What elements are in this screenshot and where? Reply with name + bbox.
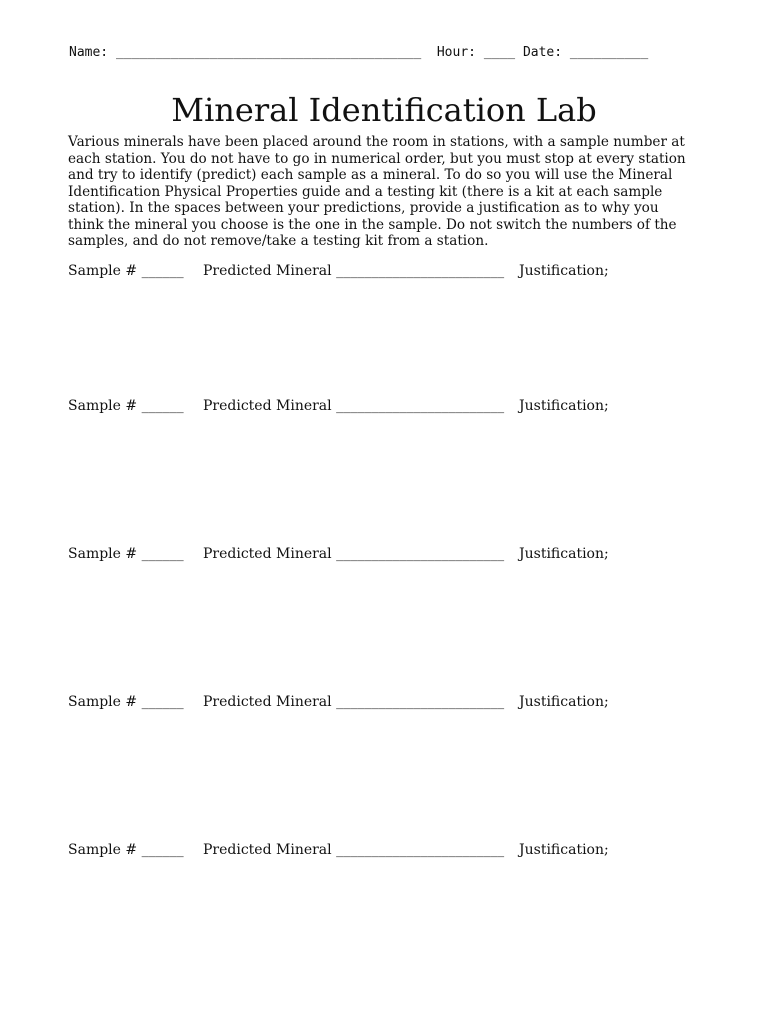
justification-label: Justification;	[519, 263, 609, 279]
sample-number-field[interactable]: Sample # ______	[68, 263, 184, 279]
predicted-mineral-field[interactable]: Predicted Mineral ________________________	[203, 694, 505, 710]
page-title: Mineral Identification Lab	[171, 91, 597, 129]
sample-row	[68, 693, 708, 765]
sample-number-field[interactable]: Sample # ______	[68, 842, 184, 858]
instructions-line: Various minerals have been placed around the room in stations, with a sample number at	[68, 134, 685, 150]
sample-number-field[interactable]: Sample # ______	[68, 694, 184, 710]
justification-label: Justification;	[519, 842, 609, 858]
sample-row	[68, 397, 708, 469]
justification-label: Justification;	[519, 546, 609, 562]
sample-row	[68, 262, 708, 334]
predicted-mineral-field[interactable]: Predicted Mineral ________________________	[203, 546, 505, 562]
predicted-mineral-field[interactable]: Predicted Mineral ________________________	[203, 398, 505, 414]
instructions-line: Identification Physical Properties guide and a testing kit (there is a kit at each sample	[68, 183, 663, 200]
instructions-paragraph	[68, 134, 708, 250]
predicted-mineral-field[interactable]: Predicted Mineral ________________________	[203, 263, 505, 279]
sample-number-field[interactable]: Sample # ______	[68, 398, 184, 414]
instructions-line: each station. You do not have to go in numerical order, but you must stop at every station	[68, 150, 686, 167]
name-hour-date-line: Name: _______________________________________ Hour: ____ Date: __________	[69, 45, 649, 60]
predicted-mineral-field[interactable]: Predicted Mineral ________________________	[203, 842, 505, 858]
instructions-line: station). In the spaces between your predictions, provide a justification as to why you	[68, 200, 659, 216]
instructions-line: samples, and do not remove/take a testing kit from a station.	[68, 233, 489, 249]
justification-label: Justification;	[519, 398, 609, 414]
sample-row	[68, 545, 708, 617]
sample-number-field[interactable]: Sample # ______	[68, 546, 184, 562]
instructions-line: think the mineral you choose is the one in the sample. Do not switch the numbers of the	[68, 216, 677, 233]
sample-row	[68, 841, 708, 913]
instructions-line: and try to identify (predict) each sample as a mineral. To do so you will use the Mineral	[68, 167, 673, 183]
justification-label: Justification;	[519, 694, 609, 710]
